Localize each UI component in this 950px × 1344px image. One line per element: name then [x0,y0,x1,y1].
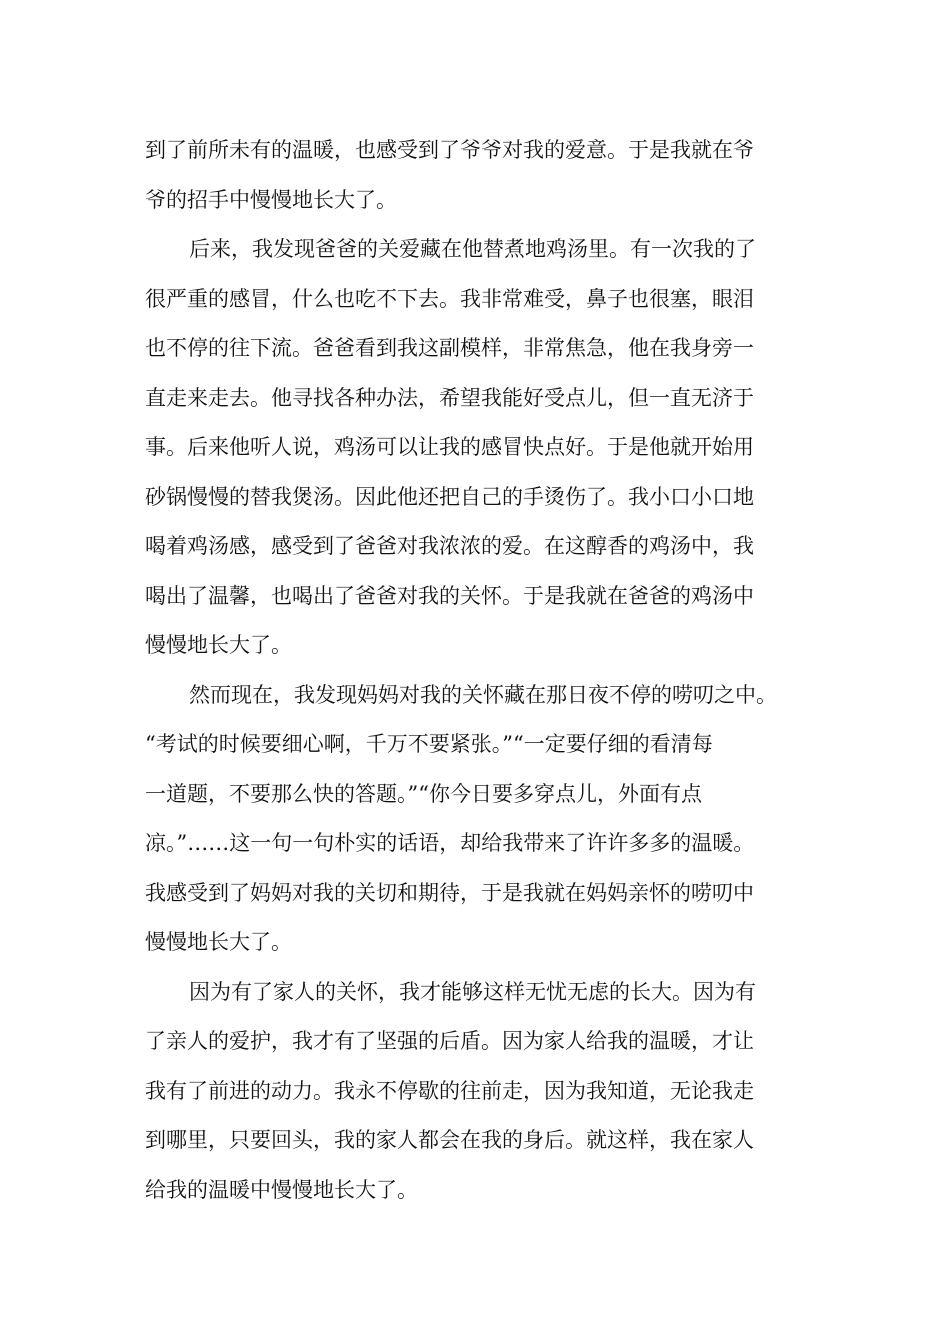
text-line: 砂锅慢慢的替我煲汤。因此他还把自己的手烫伤了。我小口小口地 [145,484,754,509]
text-line: 凉。”……这一句一句朴实的话语，却给我带来了许许多多的温暖。 [145,831,755,855]
text-line: 了亲人的爱护，我才有了坚强的后盾。因为家人给我的温暖，才让 [145,1029,754,1053]
text-line: 给我的温暖中慢慢地长大了。 [145,1177,418,1202]
essay-body [145,126,810,1215]
text-line: 到了前所未有的温暖，也感受到了爷爷对我的爱意。于是我就在爷 [145,138,754,162]
text-line: 喝着鸡汤感，感受到了爸爸对我浓浓的爱。在这醇香的鸡汤中，我 [145,534,754,558]
text-line: 也不停的往下流。爸爸看到我这副模样，非常焦急，他在我身旁一 [145,336,754,360]
text-line: 我有了前进的动力。我永不停歇的往前走，因为我知道，无论我走 [145,1078,754,1103]
text-line: 后来，我发现爸爸的关爱藏在他替煮地鸡汤里。有一次我的了 [189,237,756,261]
text-line: “考试的时候要细心啊，千万不要紧张。”“一定要仔细的看清每 [145,732,713,756]
text-line: 很严重的感冒，什么也吃不下去。我非常难受，鼻子也很塞，眼泪 [145,286,754,311]
text-line: 然而现在，我发现妈妈对我的关怀藏在那日夜不停的唠叨之中。 [189,682,777,707]
paragraph-2 [145,225,810,671]
text-line: 事。后来他听人说，鸡汤可以让我的感冒快点好。于是他就开始用 [145,435,754,459]
paragraph-3 [145,671,810,968]
text-line: 我感受到了妈妈对我的关切和期待，于是我就在妈妈亲怀的唠叨中 [145,880,754,905]
text-line: 一道题，不要那么快的答题。”“你今日要多穿点儿，外面有点 [145,781,702,806]
text-line: 到哪里，只要回头，我的家人都会在我的身后。就这样，我在家人 [145,1128,754,1152]
text-line: 直走来走去。他寻找各种办法，希望我能好受点儿，但一直无济于 [145,385,754,410]
paragraph-1 [145,126,810,225]
text-line: 爷的招手中慢慢地长大了。 [145,187,397,212]
paragraph-4 [145,968,810,1216]
text-line: 慢慢地长大了。 [145,930,292,954]
text-line: 喝出了温馨，也喝出了爸爸对我的关怀。于是我就在爸爸的鸡汤中 [145,583,754,608]
text-line: 因为有了家人的关怀，我才能够这样无忧无虑的长大。因为有 [189,979,756,1004]
text-line: 慢慢地长大了。 [145,633,292,657]
